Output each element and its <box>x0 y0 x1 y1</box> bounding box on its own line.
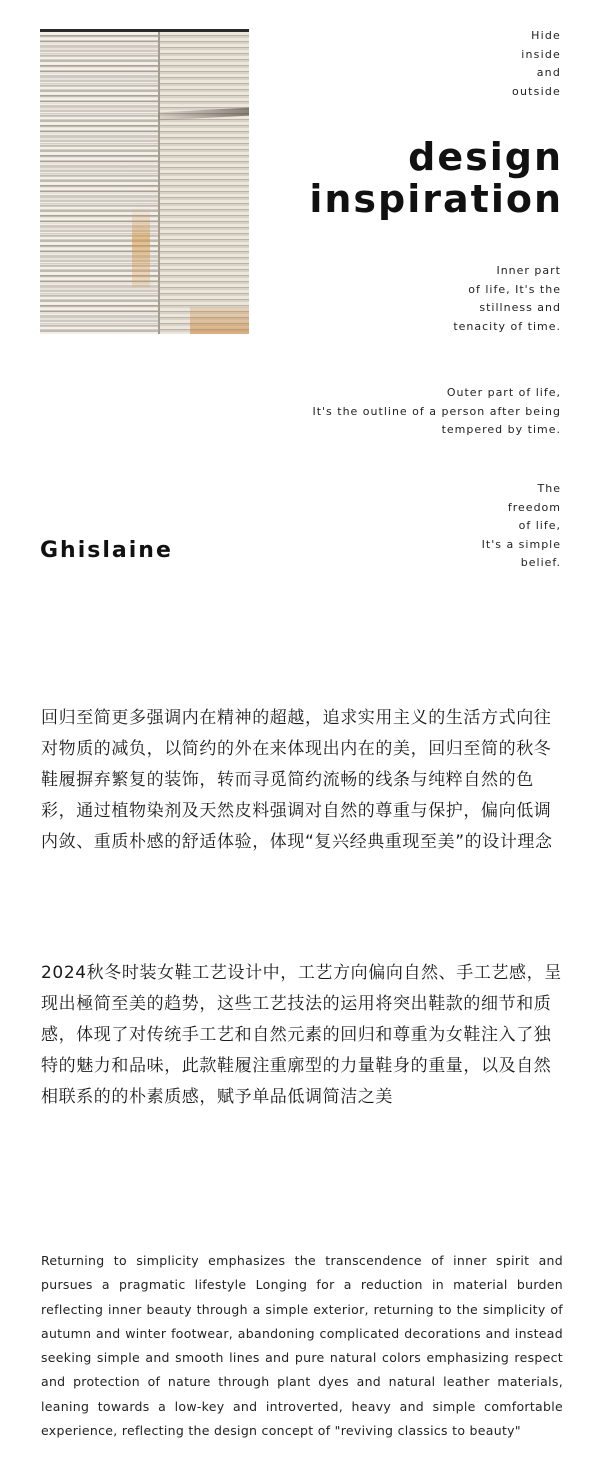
quote-line: of life, <box>518 519 561 532</box>
quote-outer <box>312 384 561 440</box>
quote-freedom <box>482 480 561 573</box>
tagline <box>512 27 561 101</box>
title-line-inspiration: inspiration <box>309 177 563 221</box>
quote-line: It's the outline of a person after being <box>312 404 561 418</box>
title-line-design: design <box>408 135 563 179</box>
photo-seam <box>158 32 160 334</box>
quote-line: Outer part of life, <box>446 386 561 399</box>
photo-left-panel <box>40 32 158 334</box>
paragraph-cn-2: 2024秋冬时装女鞋工艺设计中，工艺方向偏向自然、手工艺感，呈现出極简至美的趋势，这些工艺技法的运用将突出鞋款的细节和质感，体现了对传统手工艺和自然元素的回归和尊重为女鞋注入了独特的魅力和品味，此款鞋履注重廓型的力量鞋身的重量，以及自然相联系的的朴素质感，赋予单品低调简洁之美 <box>41 963 562 1107</box>
tagline-line: inside <box>521 47 561 61</box>
quote-line: of life, It's the <box>468 282 561 296</box>
quote-line: Inner part <box>496 264 561 277</box>
photo-rust-stain <box>132 207 150 287</box>
paragraph-cn-1: 回归至简更多强调内在精神的超越，追求实用主义的生活方式向往对物质的减负，以简约的外在来体现出内在的美，回归至简的秋冬鞋履摒弃繁复的装饰，转而寻觅简约流畅的线条与纯粹自然的色彩，通过植物染剂及天然皮料强调对自然的尊重与保护，偏向低调内敛、重质朴感的舒适体验，体现“复兴经典重现至美”的设计理念 <box>41 708 553 852</box>
quote-line: stillness and <box>479 301 561 314</box>
page-title <box>309 136 563 220</box>
quote-line: freedom <box>507 500 561 514</box>
paragraph-en: Returning to simplicity emphasizes the transcendence of inner spirit and pursues a pragmatic lifestyle Longing for a reduction in material burden reflecting inner beauty through a simple exterior, returning to the simplicity of autumn and winter footwear, abandoning complicated decorations and instead seeking simple and smooth lines and pure natural colors emphasizing respect and protection of nature through plant dyes and natural leather materials, leaning towards a low-key and introverted, heavy and simple comfortable experience, reflecting the design concept of "reviving classics to beauty" <box>41 1253 563 1439</box>
quote-line: The <box>537 482 561 495</box>
blinds-photo <box>40 29 249 334</box>
tagline-line: outside <box>512 84 561 98</box>
brand-logo: Ghislaine <box>40 538 173 563</box>
tagline-line: and <box>536 66 561 79</box>
quote-line: tenacity of time. <box>453 319 561 333</box>
quote-line: belief. <box>520 556 561 569</box>
quote-inner <box>453 262 561 336</box>
tagline-line: Hide <box>531 29 561 42</box>
quote-line: tempered by time. <box>441 423 561 436</box>
photo-shadow <box>158 108 249 121</box>
photo-rust-stain-bottom <box>190 307 249 334</box>
quote-line: It's a simple <box>481 537 561 551</box>
